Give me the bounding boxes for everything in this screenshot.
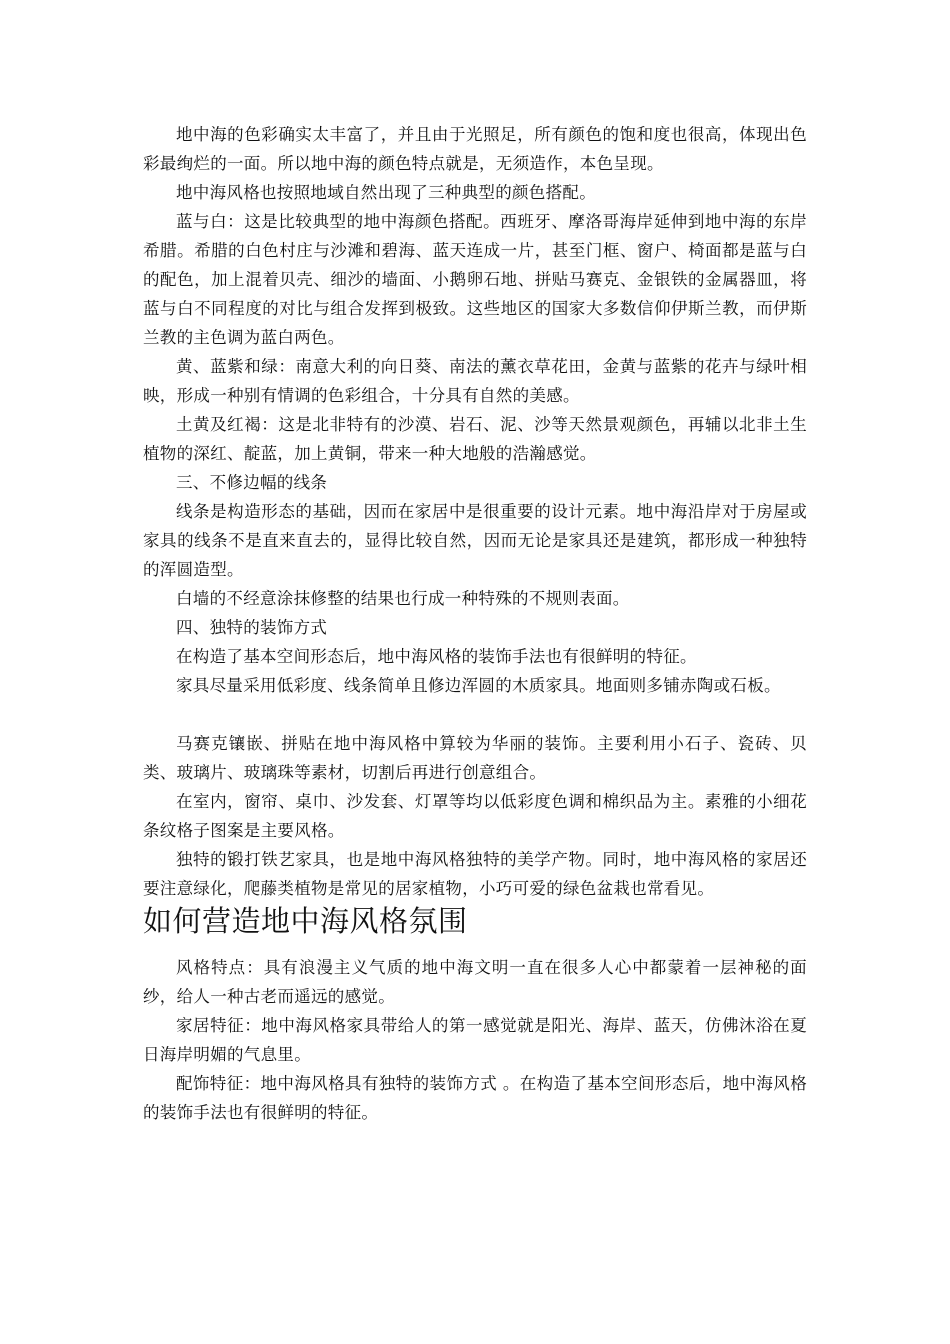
paragraph-three-color-schemes: 地中海风格也按照地域自然出现了三种典型的颜色搭配。 xyxy=(176,183,596,202)
paragraph-style-features: 风格特点：具有浪漫主义气质的地中海文明一直在很多人心中都蒙着一层神秘的面纱，给人一种古老而遥远的感觉。 xyxy=(143,958,807,1006)
document-page xyxy=(143,120,807,1127)
paragraph-yellow-purple-green: 黄、蓝紫和绿：南意大利的向日葵、南法的薰衣草花田，金黄与蓝紫的花卉与绿叶相映，形成一种别有情调的色彩组合，十分具有自然的美感。 xyxy=(143,357,807,405)
blank-line xyxy=(143,700,807,729)
paragraph-blue-white: 蓝与白：这是比较典型的地中海颜色搭配。西班牙、摩洛哥海岸延伸到地中海的东岸希腊。希腊的白色村庄与沙滩和碧海、蓝天连成一片，甚至门框、窗户、椅面都是蓝与白的配色，加上混着贝壳、细沙的墙面、小鹅卵石地、拼贴马赛克、金银铁的金属器皿，将蓝与白不同程度的对比与组合发挥到极致。这些地区的国家大多数信仰伊斯兰教，而伊斯兰教的主色调为蓝白两色。 xyxy=(143,212,807,347)
paragraph-earth-red-brown: 土黄及红褐：这是北非特有的沙漠、岩石、泥、沙等天然景观颜色，再辅以北非土生植物的深红、靛蓝，加上黄铜，带来一种大地般的浩瀚感觉。 xyxy=(143,415,807,463)
paragraph-textiles: 在室内，窗帘、桌巾、沙发套、灯罩等均以低彩度色调和棉织品为主。素雅的小细花条纹格子图案是主要风格。 xyxy=(143,792,807,840)
paragraph-color-richness: 地中海的色彩确实太丰富了，并且由于光照足，所有颜色的饱和度也很高，体现出色彩最绚烂的一面。所以地中海的颜色特点就是，无须造作，本色呈现。 xyxy=(143,125,807,173)
paragraph-ironwork-plants: 独特的锻打铁艺家具，也是地中海风格独特的美学产物。同时，地中海风格的家居还要注意绿化，爬藤类植物是常见的居家植物，小巧可爱的绿色盆栽也常看见。 xyxy=(143,850,807,898)
paragraph-decoration-features: 在构造了基本空间形态后，地中海风格的装饰手法也有很鲜明的特征。 xyxy=(176,647,697,666)
paragraph-furniture-floor: 家具尽量采用低彩度、线条简单且修边浑圆的木质家具。地面则多铺赤陶或石板。 xyxy=(176,676,781,695)
paragraph-mosaic: 马赛克镶嵌、拼贴在地中海风格中算较为华丽的装饰。主要利用小石子、瓷砖、贝类、玻璃片、玻璃珠等素材，切割后再进行创意组合。 xyxy=(143,734,807,782)
section-heading-lines: 三、不修边幅的线条 xyxy=(176,473,328,492)
paragraph-lines-form: 线条是构造形态的基础，因而在家居中是很重要的设计元素。地中海沿岸对于房屋或家具的线条不是直来直去的，显得比较自然，因而无论是家具还是建筑，都形成一种独特的浑圆造型。 xyxy=(143,502,807,579)
paragraph-accessory-features: 配饰特征：地中海风格具有独特的装饰方式 。在构造了基本空间形态后，地中海风格的装饰手法也有很鲜明的特征。 xyxy=(143,1074,807,1122)
page-heading: 如何营造地中海风格氛围 xyxy=(143,904,468,938)
paragraph-white-wall: 白墙的不经意涂抹修整的结果也行成一种特殊的不规则表面。 xyxy=(176,589,630,608)
paragraph-home-features: 家居特征：地中海风格家具带给人的第一感觉就是阳光、海岸、蓝天，仿佛沐浴在夏日海岸明媚的气息里。 xyxy=(143,1016,807,1064)
section-heading-decoration: 四、独特的装饰方式 xyxy=(176,618,328,637)
